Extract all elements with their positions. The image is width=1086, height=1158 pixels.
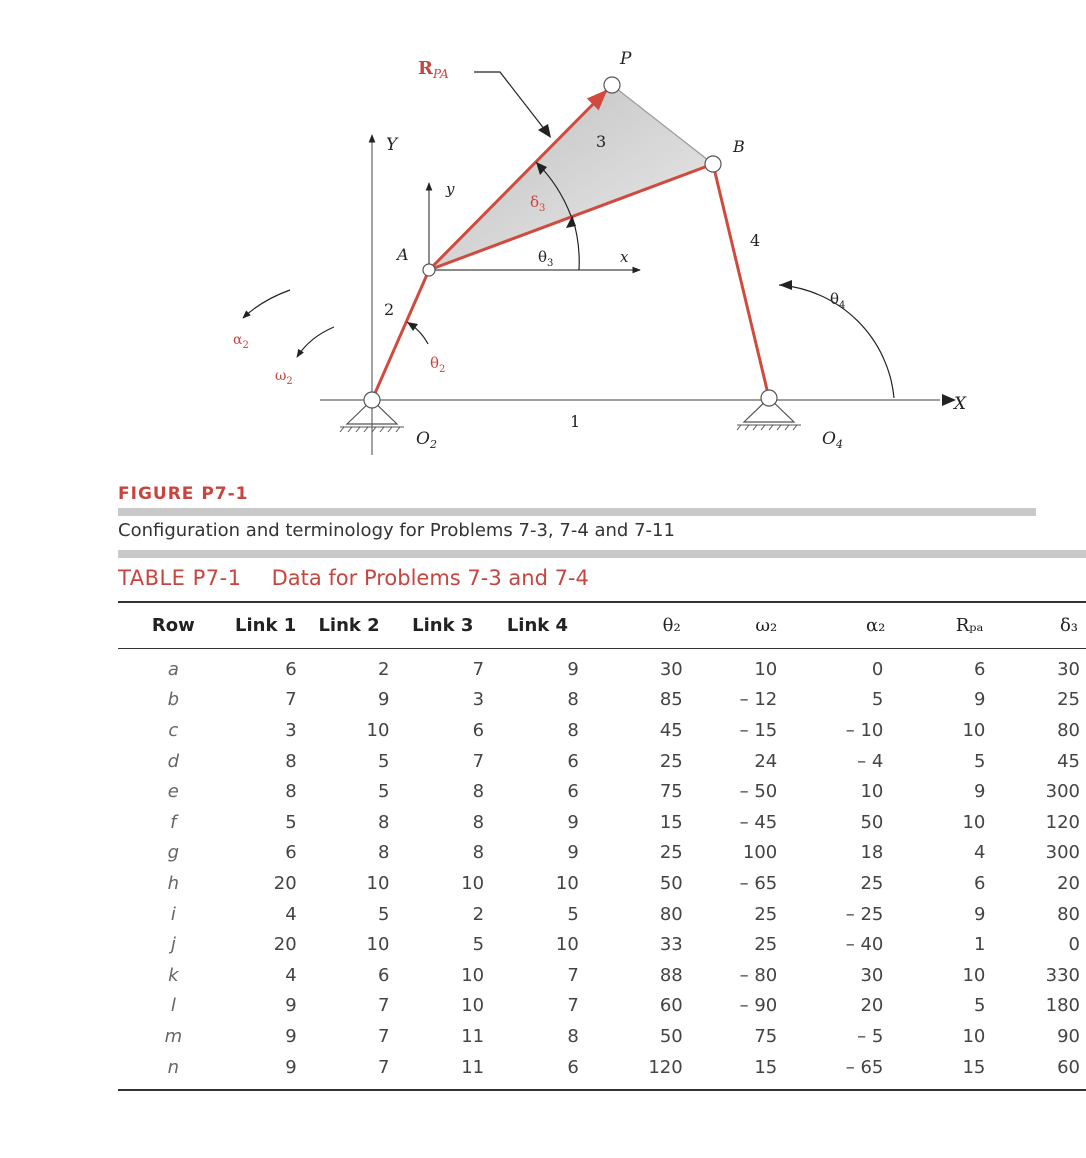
- table-cell: 6: [567, 750, 579, 772]
- table-cell: – 5: [857, 1025, 884, 1047]
- table-cell: 0: [1068, 934, 1080, 956]
- table-cell: 7: [567, 964, 579, 986]
- table-title: [118, 566, 589, 590]
- row-label: j: [170, 934, 176, 956]
- table-cell: – 10: [845, 719, 884, 741]
- col-header: ω₂: [755, 614, 778, 636]
- rpa-leader-arrowhead: [538, 124, 551, 138]
- table-cell: – 25: [845, 903, 884, 925]
- table-cell: – 90: [739, 995, 778, 1017]
- row-label: c: [168, 719, 179, 741]
- table-cell: 10: [962, 964, 986, 986]
- label-big-y: Y: [386, 135, 398, 155]
- table-cell: 120: [648, 1056, 683, 1078]
- table-cell: 10: [366, 872, 390, 894]
- table-cell: 120: [1045, 811, 1080, 833]
- table-cell: 10: [461, 872, 485, 894]
- table-cell: 30: [1057, 658, 1080, 680]
- row-label: i: [170, 903, 176, 925]
- table-cell: 7: [377, 995, 390, 1017]
- col-header: δ₃: [1059, 614, 1078, 636]
- row-label: d: [167, 750, 180, 772]
- table-cell: 7: [472, 658, 485, 680]
- table-cell: – 40: [845, 934, 884, 956]
- table-cell: 9: [567, 842, 579, 864]
- table-cell: 25: [659, 842, 683, 864]
- table-cell: 4: [285, 964, 297, 986]
- table-divider: [118, 550, 1086, 558]
- table-cell: 9: [973, 903, 986, 925]
- col-header: Link 2: [318, 614, 380, 636]
- table-cell: – 4: [857, 750, 884, 772]
- table-cell: 10: [860, 781, 884, 803]
- col-header: Rₚₐ: [955, 614, 984, 636]
- table-cell: 7: [377, 1056, 390, 1078]
- table-cell: 9: [285, 995, 297, 1017]
- link-2: [372, 270, 429, 400]
- table-cell: 8: [567, 1025, 579, 1047]
- table-cell: 2: [377, 658, 390, 680]
- label-link-4: 4: [750, 231, 761, 250]
- caption-divider: [118, 508, 1036, 516]
- figure-caption-text: Configuration and terminology for Problems 7-3, 7-4 and 7-11: [118, 520, 675, 541]
- label-delta3: $\delta_3$: [530, 193, 546, 214]
- table-cell: 88: [659, 964, 683, 986]
- table-cell: 25: [659, 750, 683, 772]
- table-cell: 30: [659, 658, 683, 680]
- joint-b: [705, 156, 721, 172]
- rpa-leader: [474, 72, 545, 130]
- table-row: [118, 838, 1086, 869]
- table-cell: 20: [1057, 872, 1080, 894]
- table-cell: 9: [973, 689, 986, 711]
- col-header: Link 4: [506, 614, 569, 636]
- table-cell: 5: [973, 750, 986, 772]
- table-cell: 0: [871, 658, 884, 680]
- label-alpha2: $\alpha_2$: [233, 332, 249, 351]
- table-cell: 15: [962, 1056, 986, 1078]
- table-cell: 8: [472, 781, 485, 803]
- table-cell: 8: [285, 750, 297, 772]
- table-row: [118, 1021, 1086, 1052]
- table-cell: 300: [1045, 781, 1080, 803]
- table-cell: 5: [377, 903, 390, 925]
- table-cell: 8: [567, 719, 579, 741]
- label-p: P: [620, 49, 632, 69]
- table-cell: 10: [366, 719, 390, 741]
- table-cell: 7: [472, 750, 485, 772]
- label-rpa: $R_{PA}$: [418, 58, 449, 81]
- table-cell: 5: [567, 903, 579, 925]
- table-row: [118, 685, 1086, 716]
- row-label: k: [168, 964, 179, 986]
- table-cell: 20: [860, 995, 884, 1017]
- row-label: g: [167, 842, 180, 864]
- table-cell: 8: [377, 842, 390, 864]
- theta4-arrowhead: [779, 280, 792, 290]
- table-cell: 6: [285, 842, 297, 864]
- table-cell: 9: [377, 689, 390, 711]
- table-cell: 25: [754, 903, 778, 925]
- point-p: [604, 77, 620, 93]
- label-o2: $O_2$: [416, 429, 437, 451]
- table-cell: 9: [567, 658, 579, 680]
- label-link-2: 2: [384, 300, 395, 319]
- table-cell: 80: [1057, 903, 1080, 925]
- table-cell: 4: [973, 842, 986, 864]
- label-a: A: [397, 245, 409, 264]
- label-big-x: X: [954, 394, 967, 414]
- table-top-rule: [118, 601, 1086, 603]
- table-cell: 6: [567, 781, 579, 803]
- table-cell: 300: [1045, 842, 1080, 864]
- table-cell: – 45: [739, 811, 778, 833]
- table-cell: 6: [285, 658, 297, 680]
- figure-caption-title: FIGURE P7-1: [118, 484, 249, 504]
- table-cell: 5: [871, 689, 884, 711]
- table-cell: 10: [962, 1025, 986, 1047]
- table-cell: 7: [377, 1025, 390, 1047]
- table-cell: 10: [754, 658, 778, 680]
- table-cell: 8: [472, 842, 485, 864]
- label-small-x: x: [620, 248, 629, 266]
- table-cell: 6: [973, 872, 986, 894]
- table-cell: 8: [472, 811, 485, 833]
- table-cell: 6: [567, 1056, 579, 1078]
- alpha2-arrow: [243, 290, 290, 318]
- table-header-row: [118, 606, 1086, 644]
- label-theta2: $\theta_2$: [430, 354, 446, 375]
- table-cell: 33: [659, 934, 683, 956]
- label-link-1: 1: [570, 412, 581, 431]
- table-cell: 9: [973, 781, 986, 803]
- table-cell: 10: [555, 934, 579, 956]
- label-theta4: $\theta_4$: [830, 290, 846, 311]
- table-label: TABLE P7-1: [118, 566, 242, 590]
- table-cell: 50: [860, 811, 884, 833]
- table-cell: 9: [285, 1025, 297, 1047]
- table-row: [118, 715, 1086, 746]
- label-b: B: [733, 137, 745, 156]
- row-label: h: [167, 872, 180, 894]
- table-cell: 75: [754, 1025, 778, 1047]
- table-cell: – 50: [739, 781, 778, 803]
- table-cell: 1: [973, 934, 986, 956]
- table-cell: 5: [285, 811, 297, 833]
- table-caption: Data for Problems 7-3 and 7-4: [271, 566, 589, 590]
- label-theta3: $\theta_3$: [538, 248, 554, 269]
- table-cell: 10: [962, 719, 986, 741]
- label-o4: $O_4$: [822, 429, 843, 451]
- table-cell: 100: [742, 842, 778, 864]
- table-cell: 90: [1057, 1025, 1080, 1047]
- table-row: [118, 899, 1086, 930]
- row-label: f: [170, 811, 177, 833]
- table-cell: 8: [567, 689, 579, 711]
- col-header: α₂: [865, 614, 886, 636]
- table-cell: 85: [659, 689, 683, 711]
- table-cell: – 15: [739, 719, 778, 741]
- fourbar-linkage-diagram: [0, 0, 1086, 470]
- coupler-link-3: [429, 85, 713, 270]
- table-bottom-rule: [118, 1089, 1086, 1091]
- table-cell: – 12: [739, 689, 778, 711]
- row-label: b: [167, 689, 180, 711]
- table-cell: 60: [659, 995, 683, 1017]
- table-cell: 5: [472, 934, 485, 956]
- col-header: Row: [151, 614, 195, 636]
- table-cell: 11: [461, 1025, 485, 1047]
- label-link-3: 3: [596, 132, 607, 151]
- col-header: Link 1: [235, 614, 297, 636]
- label-omega2: $\omega_2$: [275, 368, 293, 387]
- table-cell: 25: [1057, 689, 1080, 711]
- table-cell: – 65: [739, 872, 778, 894]
- table-cell: 20: [273, 934, 297, 956]
- row-label: l: [170, 995, 176, 1017]
- table-cell: 5: [973, 995, 986, 1017]
- table-cell: 20: [273, 872, 297, 894]
- table-row: [118, 991, 1086, 1022]
- table-cell: 10: [366, 934, 390, 956]
- omega2-arrow: [297, 327, 334, 357]
- table-cell: 180: [1045, 995, 1080, 1017]
- table-cell: 3: [472, 689, 485, 711]
- row-label: n: [167, 1056, 180, 1078]
- table-cell: 25: [754, 934, 778, 956]
- table-row: [118, 960, 1086, 991]
- table-cell: – 65: [845, 1056, 884, 1078]
- row-label: a: [167, 658, 179, 680]
- table-cell: 15: [659, 811, 683, 833]
- table-row: [118, 807, 1086, 838]
- table-row: [118, 1052, 1086, 1083]
- table-row: [118, 929, 1086, 960]
- table-cell: 50: [659, 872, 683, 894]
- col-header: Link 3: [412, 614, 474, 636]
- table-cell: 3: [285, 719, 297, 741]
- table-cell: 4: [285, 903, 297, 925]
- table-cell: 45: [1057, 750, 1080, 772]
- table-cell: 2: [472, 903, 485, 925]
- table-cell: 5: [377, 781, 390, 803]
- table-cell: 7: [285, 689, 297, 711]
- table-cell: 24: [754, 750, 778, 772]
- table-row: [118, 776, 1086, 807]
- link-4: [713, 164, 769, 398]
- ground-pivot-o4: [737, 390, 801, 430]
- table-cell: 5: [377, 750, 390, 772]
- table-cell: 60: [1057, 1056, 1080, 1078]
- table-cell: 9: [285, 1056, 297, 1078]
- table-cell: 10: [555, 872, 579, 894]
- row-label: e: [167, 781, 179, 803]
- label-small-y: y: [446, 180, 455, 198]
- table-cell: 8: [285, 781, 297, 803]
- table-cell: 80: [1057, 719, 1080, 741]
- table-row: [118, 746, 1086, 777]
- table-cell: 9: [567, 811, 579, 833]
- table-cell: 7: [567, 995, 579, 1017]
- table-cell: 6: [377, 964, 390, 986]
- table-cell: 6: [973, 658, 986, 680]
- table-cell: 8: [377, 811, 390, 833]
- table-cell: 18: [860, 842, 884, 864]
- row-label: m: [164, 1025, 183, 1047]
- table-cell: 10: [461, 964, 485, 986]
- table-row: [118, 644, 1086, 685]
- joint-a: [423, 264, 435, 276]
- table-row: [118, 868, 1086, 899]
- table-cell: 10: [962, 811, 986, 833]
- table-cell: 15: [754, 1056, 778, 1078]
- table-cell: 330: [1045, 964, 1080, 986]
- table-cell: 11: [461, 1056, 485, 1078]
- table-cell: 30: [860, 964, 884, 986]
- table-cell: 80: [659, 903, 683, 925]
- table-cell: 10: [461, 995, 485, 1017]
- table-cell: 50: [659, 1025, 683, 1047]
- table-cell: 25: [860, 872, 884, 894]
- table-cell: 45: [659, 719, 683, 741]
- table-cell: 75: [659, 781, 683, 803]
- col-header: θ₂: [662, 614, 681, 636]
- table-cell: 6: [472, 719, 485, 741]
- table-cell: – 80: [739, 964, 778, 986]
- data-table: [118, 606, 1086, 1082]
